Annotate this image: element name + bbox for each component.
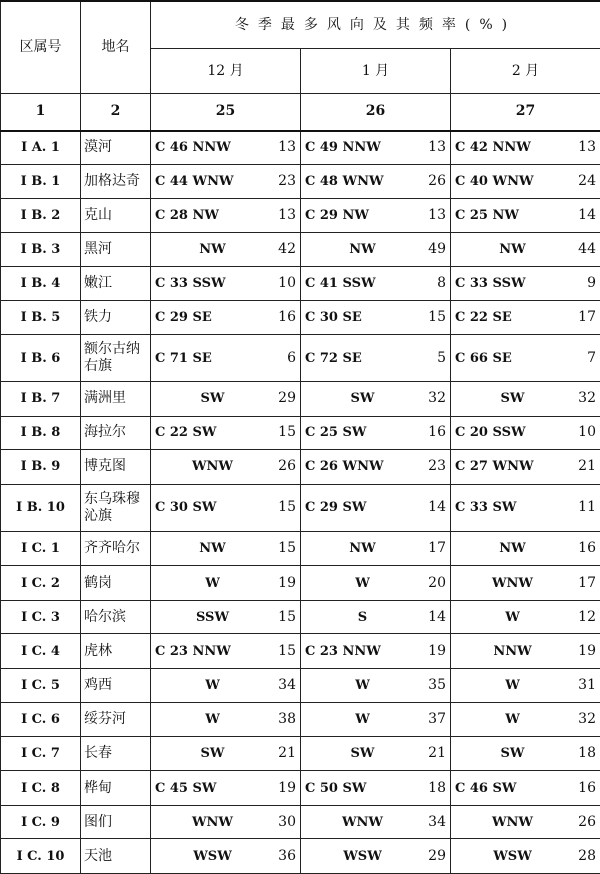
wind-direction: WSW xyxy=(343,848,382,864)
table-row xyxy=(1,382,600,417)
wind-cell-feb xyxy=(451,531,600,566)
wind-cell-jan xyxy=(301,805,451,838)
table-row xyxy=(1,531,600,566)
wind-cell-feb xyxy=(451,839,600,874)
frequency-value: 15 xyxy=(278,499,296,516)
frequency-value: 26 xyxy=(578,813,596,830)
region-code: I C. 8 xyxy=(1,771,81,806)
region-code: I B. 3 xyxy=(1,232,81,267)
frequency-value: 15 xyxy=(428,308,446,325)
wind-cell-jan xyxy=(301,634,451,669)
place-name: 哈尔滨 xyxy=(81,600,151,633)
frequency-value: 14 xyxy=(578,206,596,223)
wind-cell-feb xyxy=(451,300,600,335)
wind-cell-feb xyxy=(451,131,600,164)
wind-cell-feb xyxy=(451,771,600,806)
frequency-value: 19 xyxy=(578,642,596,659)
wind-cell-dec xyxy=(151,736,301,771)
frequency-value: 24 xyxy=(578,172,596,189)
place-name: 海拉尔 xyxy=(81,416,151,449)
wind-direction: C 33 SW xyxy=(455,500,517,516)
table-row xyxy=(1,736,600,771)
wind-direction: WNW xyxy=(191,814,234,830)
region-code: I C. 6 xyxy=(1,703,81,736)
wind-direction: C 29 SE xyxy=(155,309,212,325)
table-row xyxy=(1,335,600,382)
wind-direction: C 22 SE xyxy=(455,309,512,325)
wind-cell-feb xyxy=(451,382,600,417)
region-code: I C. 1 xyxy=(1,531,81,566)
wind-direction: NW xyxy=(349,241,376,257)
wind-direction: C 33 SSW xyxy=(455,275,526,291)
wind-direction: NW xyxy=(199,541,226,557)
region-code: I C. 7 xyxy=(1,736,81,771)
wind-cell-jan xyxy=(301,335,451,382)
place-name: 天池 xyxy=(81,839,151,874)
frequency-value: 19 xyxy=(278,779,296,796)
region-code: I B. 2 xyxy=(1,199,81,232)
frequency-value: 16 xyxy=(428,424,446,441)
place-name: 鸡西 xyxy=(81,668,151,703)
region-code: I B. 1 xyxy=(1,164,81,199)
table-row xyxy=(1,805,600,838)
wind-direction: WNW xyxy=(491,575,534,591)
wind-direction: C 45 SW xyxy=(155,780,217,796)
wind-direction: C 26 WNW xyxy=(305,459,384,475)
wind-cell-jan xyxy=(301,199,451,232)
wind-cell-feb xyxy=(451,484,600,531)
wind-cell-feb xyxy=(451,634,600,669)
region-code: I B. 6 xyxy=(1,335,81,382)
frequency-value: 34 xyxy=(278,677,296,694)
frequency-value: 6 xyxy=(287,349,296,366)
wind-cell-dec xyxy=(151,416,301,449)
frequency-value: 17 xyxy=(578,308,596,325)
table-row xyxy=(1,703,600,736)
frequency-value: 31 xyxy=(578,677,596,694)
wind-direction: C 29 SW xyxy=(305,500,367,516)
wind-cell-feb xyxy=(451,164,600,199)
region-code: I C. 9 xyxy=(1,805,81,838)
wind-direction: C 27 WNW xyxy=(455,459,534,475)
frequency-value: 21 xyxy=(578,458,596,475)
wind-cell-feb xyxy=(451,267,600,300)
frequency-value: 17 xyxy=(428,540,446,557)
wind-direction: C 49 NNW xyxy=(305,140,381,156)
place-name: 黑河 xyxy=(81,232,151,267)
column-number: 27 xyxy=(451,94,600,131)
wind-cell-feb xyxy=(451,199,600,232)
wind-cell-dec xyxy=(151,668,301,703)
wind-cell-feb xyxy=(451,600,600,633)
frequency-value: 14 xyxy=(428,499,446,516)
wind-direction: WNW xyxy=(491,814,534,830)
frequency-value: 11 xyxy=(578,499,596,516)
wind-cell-dec xyxy=(151,634,301,669)
wind-direction: C 71 SE xyxy=(155,350,212,366)
wind-cell-dec xyxy=(151,484,301,531)
table-row xyxy=(1,232,600,267)
frequency-value: 10 xyxy=(278,274,296,291)
wind-direction: S xyxy=(357,609,368,625)
wind-direction: C 40 WNW xyxy=(455,173,534,189)
frequency-value: 9 xyxy=(587,274,596,291)
wind-cell-feb xyxy=(451,703,600,736)
wind-direction: SSW xyxy=(195,609,230,625)
wind-direction: C 41 SSW xyxy=(305,275,376,291)
frequency-value: 15 xyxy=(278,540,296,557)
region-code: I C. 5 xyxy=(1,668,81,703)
frequency-value: 16 xyxy=(278,308,296,325)
wind-cell-dec xyxy=(151,566,301,601)
frequency-value: 13 xyxy=(428,206,446,223)
wind-direction: WSW xyxy=(193,848,232,864)
table-row xyxy=(1,450,600,485)
wind-direction: SW xyxy=(350,746,375,762)
frequency-value: 13 xyxy=(278,139,296,156)
wind-cell-dec xyxy=(151,805,301,838)
wind-direction: C 46 SW xyxy=(455,780,517,796)
wind-cell-jan xyxy=(301,232,451,267)
wind-direction: W xyxy=(355,575,370,591)
wind-cell-feb xyxy=(451,416,600,449)
place-name: 绥芬河 xyxy=(81,703,151,736)
frequency-value: 36 xyxy=(278,847,296,864)
frequency-value: 10 xyxy=(578,424,596,441)
wind-cell-dec xyxy=(151,131,301,164)
wind-direction: W xyxy=(505,678,520,694)
wind-cell-jan xyxy=(301,300,451,335)
wind-direction: C 72 SE xyxy=(305,350,362,366)
table-row xyxy=(1,484,600,531)
frequency-value: 17 xyxy=(578,574,596,591)
wind-cell-feb xyxy=(451,232,600,267)
table-row xyxy=(1,300,600,335)
wind-direction: SW xyxy=(200,391,225,407)
wind-direction: NW xyxy=(499,241,526,257)
frequency-value: 23 xyxy=(428,458,446,475)
wind-cell-feb xyxy=(451,668,600,703)
wind-cell-dec xyxy=(151,335,301,382)
frequency-value: 23 xyxy=(278,172,296,189)
frequency-value: 37 xyxy=(428,711,446,728)
table-row xyxy=(1,600,600,633)
wind-direction: SW xyxy=(500,391,525,407)
frequency-value: 12 xyxy=(578,608,596,625)
wind-cell-jan xyxy=(301,484,451,531)
wind-cell-dec xyxy=(151,531,301,566)
wind-direction: NW xyxy=(499,541,526,557)
wind-cell-dec xyxy=(151,267,301,300)
wind-direction: C 46 NNW xyxy=(155,140,231,156)
place-name: 博克图 xyxy=(81,450,151,485)
frequency-value: 34 xyxy=(428,813,446,830)
wind-direction: W xyxy=(355,678,370,694)
wind-cell-dec xyxy=(151,839,301,874)
table-row xyxy=(1,164,600,199)
region-code: I C. 10 xyxy=(1,839,81,874)
wind-direction: C 25 SW xyxy=(305,425,367,441)
table-row xyxy=(1,131,600,164)
frequency-value: 42 xyxy=(278,240,296,257)
wind-cell-dec xyxy=(151,232,301,267)
frequency-value: 15 xyxy=(278,424,296,441)
region-code: I C. 2 xyxy=(1,566,81,601)
month-header-dec: 12 月 xyxy=(151,49,301,94)
wind-cell-feb xyxy=(451,736,600,771)
wind-cell-jan xyxy=(301,839,451,874)
frequency-value: 18 xyxy=(578,745,596,762)
frequency-value: 21 xyxy=(428,745,446,762)
place-name: 漠河 xyxy=(81,131,151,164)
frequency-value: 29 xyxy=(278,390,296,407)
table-row xyxy=(1,839,600,874)
wind-direction: NW xyxy=(199,241,226,257)
wind-cell-jan xyxy=(301,668,451,703)
wind-direction: C 23 NNW xyxy=(155,643,231,659)
place-name: 东乌珠穆沁旗 xyxy=(81,484,151,531)
frequency-value: 35 xyxy=(428,677,446,694)
place-name: 嫩江 xyxy=(81,267,151,300)
wind-direction: W xyxy=(505,609,520,625)
wind-direction: C 42 NNW xyxy=(455,140,531,156)
wind-cell-jan xyxy=(301,531,451,566)
wind-cell-jan xyxy=(301,566,451,601)
header-row-title xyxy=(1,1,600,49)
wind-cell-feb xyxy=(451,805,600,838)
wind-cell-dec xyxy=(151,703,301,736)
place-name: 长春 xyxy=(81,736,151,771)
wind-cell-jan xyxy=(301,703,451,736)
place-name: 鹤岗 xyxy=(81,566,151,601)
wind-direction: C 30 SW xyxy=(155,500,217,516)
wind-direction: W xyxy=(355,712,370,728)
frequency-value: 19 xyxy=(278,574,296,591)
frequency-value: 38 xyxy=(278,711,296,728)
month-header-feb: 2 月 xyxy=(451,49,600,94)
wind-direction: W xyxy=(205,678,220,694)
frequency-value: 8 xyxy=(437,274,446,291)
wind-cell-dec xyxy=(151,382,301,417)
wind-direction: C 20 SSW xyxy=(455,425,526,441)
frequency-value: 13 xyxy=(578,139,596,156)
wind-title-header: 冬季最多风向及其频率(%) xyxy=(151,1,600,49)
wind-cell-jan xyxy=(301,382,451,417)
frequency-value: 5 xyxy=(437,349,446,366)
wind-cell-jan xyxy=(301,771,451,806)
header-row-column-numbers xyxy=(1,94,600,131)
wind-cell-feb xyxy=(451,566,600,601)
wind-direction: C 28 NW xyxy=(155,207,219,223)
table-row xyxy=(1,416,600,449)
column-number: 2 xyxy=(81,94,151,131)
frequency-value: 21 xyxy=(278,745,296,762)
wind-cell-jan xyxy=(301,164,451,199)
region-code: I C. 4 xyxy=(1,634,81,669)
region-code: I A. 1 xyxy=(1,131,81,164)
month-header-jan: 1 月 xyxy=(301,49,451,94)
place-name: 额尔古纳右旗 xyxy=(81,335,151,382)
wind-direction: WNW xyxy=(341,814,384,830)
column-number: 25 xyxy=(151,94,301,131)
wind-direction: C 22 SW xyxy=(155,425,217,441)
table-row xyxy=(1,566,600,601)
wind-direction: NW xyxy=(349,541,376,557)
wind-cell-jan xyxy=(301,600,451,633)
place-name: 铁力 xyxy=(81,300,151,335)
wind-direction: NNW xyxy=(493,643,532,659)
wind-cell-jan xyxy=(301,736,451,771)
frequency-value: 13 xyxy=(278,206,296,223)
frequency-value: 32 xyxy=(428,390,446,407)
wind-direction: C 23 NNW xyxy=(305,643,381,659)
wind-cell-dec xyxy=(151,164,301,199)
wind-direction: C 25 NW xyxy=(455,207,519,223)
wind-direction: SW xyxy=(350,391,375,407)
region-code: I C. 3 xyxy=(1,600,81,633)
table-row xyxy=(1,634,600,669)
wind-cell-feb xyxy=(451,450,600,485)
place-name: 克山 xyxy=(81,199,151,232)
frequency-value: 26 xyxy=(278,458,296,475)
frequency-value: 28 xyxy=(578,847,596,864)
region-code: I B. 4 xyxy=(1,267,81,300)
region-code: I B. 10 xyxy=(1,484,81,531)
wind-direction: W xyxy=(205,712,220,728)
wind-direction: SW xyxy=(200,746,225,762)
wind-direction: WNW xyxy=(191,459,234,475)
wind-direction: C 48 WNW xyxy=(305,173,384,189)
frequency-value: 32 xyxy=(578,390,596,407)
frequency-value: 19 xyxy=(428,642,446,659)
wind-direction: C 33 SSW xyxy=(155,275,226,291)
wind-cell-jan xyxy=(301,131,451,164)
column-number: 1 xyxy=(1,94,81,131)
wind-direction: W xyxy=(505,712,520,728)
wind-direction: C 66 SE xyxy=(455,350,512,366)
place-column-header: 地名 xyxy=(81,1,151,94)
region-code: I B. 8 xyxy=(1,416,81,449)
frequency-value: 15 xyxy=(278,608,296,625)
frequency-value: 49 xyxy=(428,240,446,257)
wind-direction: C 44 WNW xyxy=(155,173,234,189)
frequency-value: 18 xyxy=(428,779,446,796)
wind-direction: C 29 NW xyxy=(305,207,369,223)
wind-cell-jan xyxy=(301,416,451,449)
wind-direction: SW xyxy=(500,746,525,762)
frequency-value: 30 xyxy=(278,813,296,830)
table-row xyxy=(1,199,600,232)
frequency-value: 14 xyxy=(428,608,446,625)
region-code: I B. 9 xyxy=(1,450,81,485)
frequency-value: 16 xyxy=(578,779,596,796)
region-code: I B. 7 xyxy=(1,382,81,417)
wind-cell-jan xyxy=(301,450,451,485)
wind-cell-feb xyxy=(451,335,600,382)
wind-direction: C 50 SW xyxy=(305,780,367,796)
frequency-value: 15 xyxy=(278,642,296,659)
table-row xyxy=(1,771,600,806)
wind-cell-dec xyxy=(151,600,301,633)
frequency-value: 44 xyxy=(578,240,596,257)
frequency-value: 32 xyxy=(578,711,596,728)
column-number: 26 xyxy=(301,94,451,131)
wind-direction: C 30 SE xyxy=(305,309,362,325)
place-name: 图们 xyxy=(81,805,151,838)
wind-cell-dec xyxy=(151,771,301,806)
frequency-value: 13 xyxy=(428,139,446,156)
place-name: 满洲里 xyxy=(81,382,151,417)
frequency-value: 29 xyxy=(428,847,446,864)
place-name: 虎林 xyxy=(81,634,151,669)
place-name: 桦甸 xyxy=(81,771,151,806)
frequency-value: 16 xyxy=(578,540,596,557)
wind-cell-dec xyxy=(151,450,301,485)
wind-direction: WSW xyxy=(493,848,532,864)
table-row xyxy=(1,668,600,703)
region-code: I B. 5 xyxy=(1,300,81,335)
place-name: 齐齐哈尔 xyxy=(81,531,151,566)
wind-cell-jan xyxy=(301,267,451,300)
wind-direction: W xyxy=(205,575,220,591)
wind-cell-dec xyxy=(151,199,301,232)
region-column-header: 区属号 xyxy=(1,1,81,94)
frequency-value: 26 xyxy=(428,172,446,189)
frequency-value: 7 xyxy=(587,349,596,366)
table-row xyxy=(1,267,600,300)
wind-cell-dec xyxy=(151,300,301,335)
place-name: 加格达奇 xyxy=(81,164,151,199)
frequency-value: 20 xyxy=(428,574,446,591)
